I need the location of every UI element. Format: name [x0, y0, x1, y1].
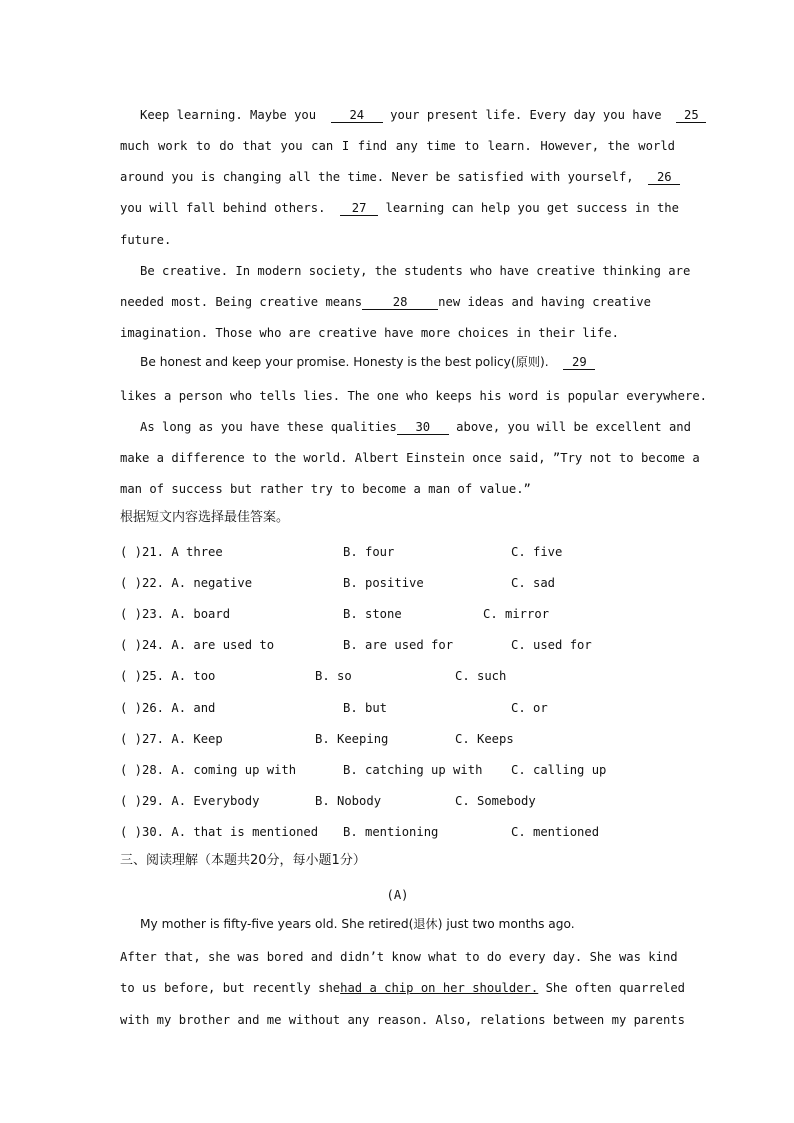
- blank-26[interactable]: 26: [648, 170, 680, 185]
- cloze-p4-line3: man of success but rather try to become a man of value.”: [120, 482, 531, 496]
- section-heading: 三、阅读理解（本题共20分，每小题1分）: [120, 853, 366, 868]
- cloze-p1-line2: much work to do that you can I find any time to learn. However, the world: [120, 139, 675, 153]
- blank-27[interactable]: 27: [340, 201, 378, 216]
- underlined-phrase: had a chip on her shoulder.: [340, 981, 539, 995]
- document-page: Keep learning. Maybe you 24 your present life. Every day you have 25 much work to do that you can I find any time to learn. However, the world around you is changing all the time. Never be satisfied with yourself, 26 you will fall behind others. 27 learning can help you get success in the future. Be creative. In modern society, the students who have creative thinking are needed most. Being creative means 28 new ideas and having creative imagination. Those who are creative have more choices in their life. Be honest and keep your promise. Honesty is the best policy(原则). 29 likes a person who tells lies. The one who keeps his word is popular everywhere. As long as you have these qualities 30 above, you will be excellent and make a difference to the world. Albert Einstein once said, ”Try not to become a man of success but rather try to become a man of value.” 根据短文内容选择最佳答案。 ( )21. A three B. four C. five ( )22. A. negative B. positive C. sad ( )23. A. board B. stone C. mirror ( )24. A. are used to B. are used for C. used for ( )25. A. too B. so C. such ( )26. A. and B. but C. or ( )27. A. Keep B. Keeping C. Keeps ( )28. A. coming up with B. catching up with C. calling up ( )29. A. Everybody B. Nobody C. Somebody ( )30. A. that is mentioned B. mentioning C. mentioned 三、阅读理解（本题共20分，每小题1分） (A) My mother is fifty-five years old. She retired(退休) just two months ago. After that, she was bored and didn’t know what to do every day. She was kind to us before, but recently shehad a chip on her shoulder. She often quarreled with my brother and me without any reason. Also, relations between my parents: [120, 108, 707, 1027]
- passage-a-line4: with my brother and me without any reason. Also, relations between my parents: [120, 1013, 685, 1027]
- cloze-p3-line2: likes a person who tells lies. The one who keeps his word is popular everywhere.: [120, 389, 707, 403]
- blank-29[interactable]: 29: [563, 355, 595, 370]
- cloze-p2-line2: needed most. Being creative means 28 new ideas and having creative: [120, 295, 651, 309]
- cloze-p4-line2: make a difference to the world. Albert Einstein once said, ”Try not to become a: [120, 451, 700, 465]
- cloze-p1-line5: future.: [120, 233, 172, 247]
- passage-a-line2: After that, she was bored and didn’t know what to do every day. She was kind: [120, 950, 678, 964]
- blank-30[interactable]: 30: [397, 420, 449, 435]
- blank-25[interactable]: 25: [676, 108, 706, 123]
- cloze-p3-line1: Be honest and keep your promise. Honesty is the best policy(原则). 29: [140, 354, 675, 370]
- passage-label: (A): [386, 888, 409, 902]
- cloze-p2-line1: Be creative. In modern society, the students who have creative thinking are: [140, 264, 691, 278]
- cloze-p1-line3: around you is changing all the time. Never be satisfied with yourself, 26: [120, 169, 675, 185]
- blank-24[interactable]: 24: [331, 108, 383, 123]
- cloze-p2-line3: imagination. Those who are creative have more choices in their life.: [120, 326, 619, 340]
- blank-28[interactable]: 28: [362, 295, 438, 310]
- cloze-p1-line1: Keep learning. Maybe you 24 your present life. Every day you have 25: [140, 107, 675, 123]
- passage-a-line3: to us before, but recently shehad a chip on her shoulder. She often quarreled: [120, 981, 686, 995]
- cloze-p1-line4: you will fall behind others. 27 learning can help you get success in the: [120, 201, 679, 215]
- instruction: 根据短文内容选择最佳答案。: [120, 510, 290, 525]
- passage-a-line1: My mother is fifty-five years old. She retired(退休) just two months ago.: [140, 917, 575, 931]
- cloze-p4-line1: As long as you have these qualities 30 above, you will be excellent and: [140, 420, 691, 434]
